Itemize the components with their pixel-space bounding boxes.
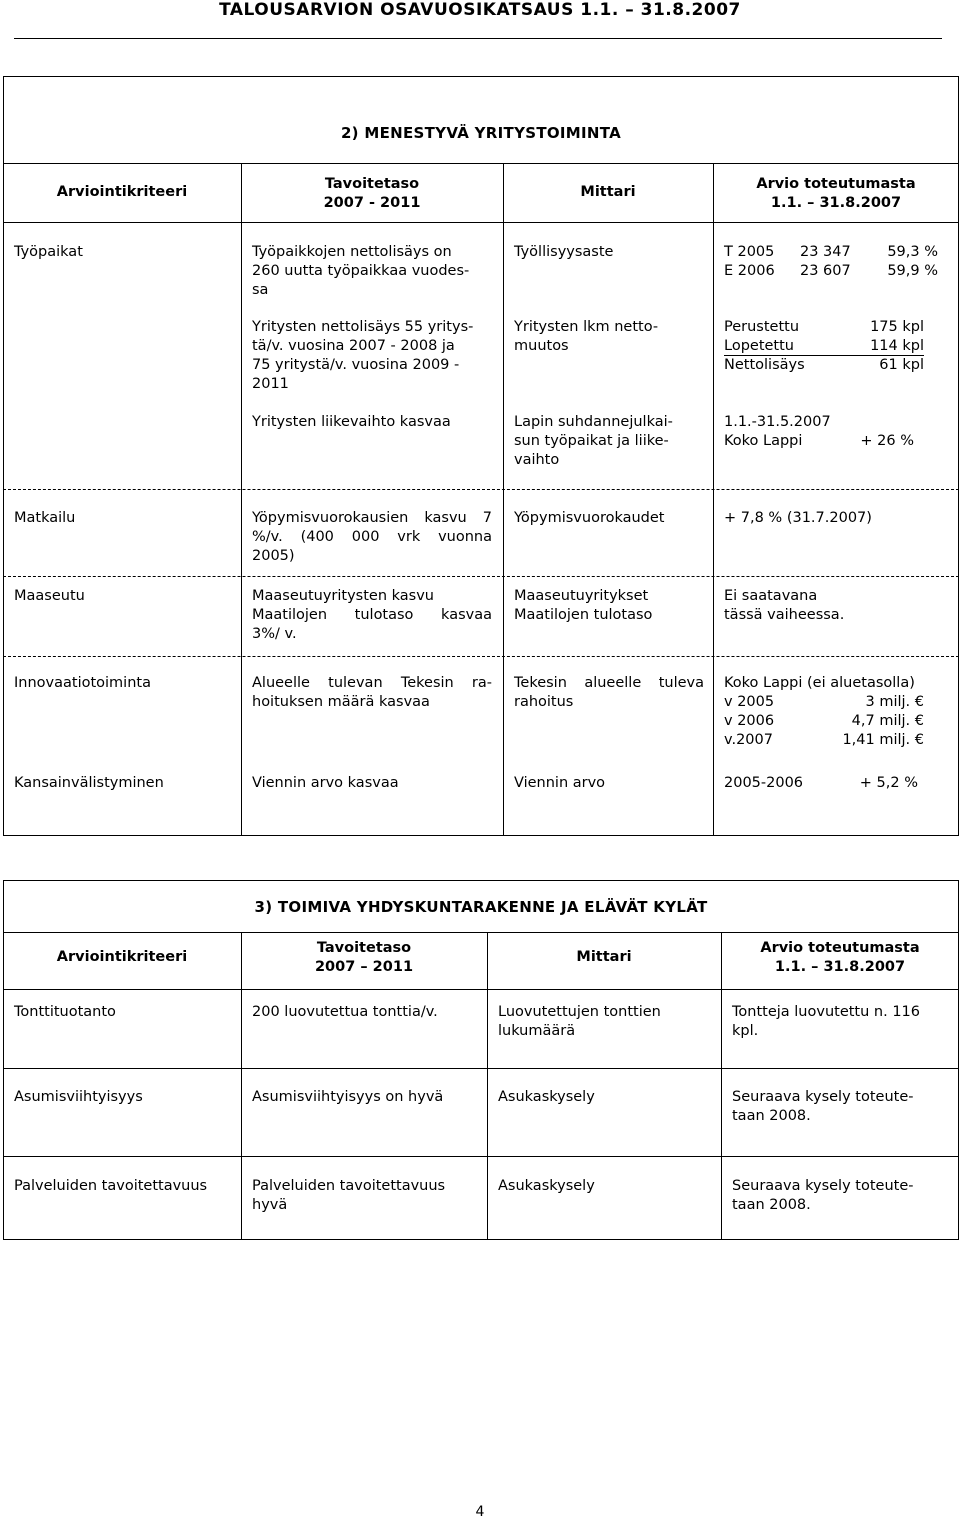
s2-metric-employment <box>514 243 613 262</box>
s2-result-innovaatio <box>724 674 954 750</box>
companies-value: 114 kpl <box>870 338 924 354</box>
turnover-label: Koko Lappi <box>724 433 803 449</box>
kansainvalisyys-period: 2005-2006 <box>724 775 804 791</box>
employment-pct: 59,9 % <box>887 263 938 279</box>
s2-dashed-rule-3 <box>3 656 959 657</box>
target-line: Yritysten liikevaihto kasvaa <box>252 414 451 430</box>
companies-row <box>724 356 924 375</box>
s2-result-companies <box>724 318 924 375</box>
turnover-row <box>724 432 914 451</box>
employment-row <box>724 243 946 262</box>
s2-metric-innovaatio <box>514 674 704 712</box>
s2-header-result <box>713 175 959 213</box>
target-line: hoituksen määrä kasvaa <box>252 694 430 710</box>
innovaatio-value: 3 milj. € <box>865 694 924 710</box>
result-line: Ei saatavana <box>724 588 818 604</box>
target-line: %/v. (400 000 vrk vuonna <box>252 529 492 545</box>
metric-line: lukumäärä <box>498 1023 576 1039</box>
metric-line: Maatilojen tulotaso <box>514 607 653 623</box>
section3-title: 3) TOIMIVA YHDYSKUNTARAKENNE JA ELÄVÄT KYLÄT <box>254 898 708 916</box>
companies-value: 175 kpl <box>870 319 924 335</box>
result-line: Seuraava kysely toteute- <box>732 1178 914 1194</box>
companies-label: Lopetettu <box>724 338 794 354</box>
s2-result-maaseutu <box>724 587 844 625</box>
result-line: Seuraava kysely toteute- <box>732 1089 914 1105</box>
innovaatio-year: v.2007 <box>724 732 773 748</box>
result-line: taan 2008. <box>732 1197 811 1213</box>
s2-header-result-line2: 1.1. – 31.8.2007 <box>770 195 902 211</box>
s3-metric-row1 <box>498 1003 661 1041</box>
metric-line: Maaseutuyritykset <box>514 588 649 604</box>
s3-target-row1: 200 luovutettua tonttia/v. <box>252 1004 438 1020</box>
innovaatio-value: 1,41 milj. € <box>842 732 924 748</box>
s3-criterion-row2: Asumisviihtyisyys <box>14 1089 143 1105</box>
section3-col-divider-1 <box>241 932 242 1240</box>
target-line: tä/v. vuosina 2007 - 2008 ja <box>252 338 455 354</box>
s3-result-row3 <box>732 1177 913 1215</box>
employment-count: 23 607 <box>800 263 851 279</box>
section2-col-divider-2 <box>503 163 504 836</box>
s2-criterion-matkailu: Matkailu <box>14 510 76 526</box>
employment-pct: 59,3 % <box>887 244 938 260</box>
s3-metric-row3: Asukaskysely <box>498 1178 595 1194</box>
section2-col-divider-1 <box>241 163 242 836</box>
companies-label: Nettolisäys <box>724 357 805 373</box>
metric-line: Lapin suhdannejulkai- <box>514 414 673 430</box>
target-line: 2011 <box>252 376 289 392</box>
metric-line: Työllisyysaste <box>514 244 614 260</box>
target-line: sa <box>252 282 269 298</box>
page-number: 4 <box>475 1504 485 1520</box>
result-line: Tontteja luovutettu n. 116 <box>732 1004 920 1020</box>
s2-target-innovaatio <box>252 674 492 712</box>
s2-metric-matkailu: Yöpymisvuorokaudet <box>514 510 665 526</box>
s2-criterion-innovaatio: Innovaatiotoiminta <box>14 675 151 691</box>
s3-header-target-line2: 2007 – 2011 <box>314 959 414 975</box>
innovaatio-value: 4,7 milj. € <box>851 713 924 729</box>
innovaatio-row <box>724 712 924 731</box>
s2-header-metric: Mittari <box>580 184 636 200</box>
s3-header-result-line1: Arvio toteutumasta <box>760 940 920 956</box>
s2-result-kansainvalisyys <box>724 774 924 793</box>
target-line: Yöpymisvuorokausien kasvu 7 <box>252 510 492 526</box>
innovaatio-row <box>724 731 924 750</box>
metric-line: Tekesin alueelle tuleva <box>514 675 704 691</box>
s3-row-rule-1 <box>3 1068 959 1069</box>
result-line: tässä vaiheessa. <box>724 607 845 623</box>
s3-criterion-row3: Palveluiden tavoitettavuus <box>14 1178 208 1194</box>
s2-criterion-kansainvalisyys: Kansainvälistyminen <box>14 775 164 791</box>
s3-header-rule <box>3 989 959 990</box>
turnover-period: 1.1.-31.5.2007 <box>724 414 831 430</box>
s2-metric-maaseutu <box>514 587 652 625</box>
target-line: hyvä <box>252 1197 288 1213</box>
s2-dashed-rule-2 <box>3 576 959 577</box>
s2-target-matkailu <box>252 509 492 566</box>
turnover-value: + 26 % <box>860 433 914 449</box>
employment-label: E 2006 <box>724 263 775 279</box>
companies-row <box>724 318 924 337</box>
s2-header-criterion: Arviointikriteeri <box>56 184 188 200</box>
target-line: 260 uutta työpaikkaa vuodes- <box>252 263 470 279</box>
s3-metric-row2: Asukaskysely <box>498 1089 595 1105</box>
s3-header-criterion: Arviointikriteeri <box>56 949 188 965</box>
s2-target-maaseutu <box>252 587 492 644</box>
innovaatio-year: v 2005 <box>724 694 775 710</box>
s3-header-result <box>721 939 959 977</box>
metric-line: rahoitus <box>514 694 574 710</box>
companies-label: Perustettu <box>724 319 800 335</box>
metric-line: muutos <box>514 338 569 354</box>
metric-line: vaihto <box>514 452 560 468</box>
s2-target-turnover <box>252 413 451 432</box>
kansainvalisyys-value: + 5,2 % <box>859 775 918 791</box>
target-line: Alueelle tulevan Tekesin ra- <box>252 675 492 691</box>
s2-header-target <box>241 175 503 213</box>
s2-metric-kansainvalisyys: Viennin arvo <box>514 775 606 791</box>
s3-target-row3 <box>252 1177 445 1215</box>
metric-line: Luovutettujen tonttien <box>498 1004 661 1020</box>
section2-title: 2) MENESTYVÄ YRITYSTOIMINTA <box>340 124 622 142</box>
section3-col-divider-2 <box>487 932 488 1240</box>
target-line: 3%/ v. <box>252 626 297 642</box>
s3-header-metric: Mittari <box>576 949 632 965</box>
s2-metric-companies <box>514 318 658 356</box>
s2-header-rule <box>3 222 959 223</box>
s2-header-target-line2: 2007 - 2011 <box>323 195 421 211</box>
target-line: Maaseutuyritysten kasvu <box>252 588 434 604</box>
s2-criterion-tyopaikat: Työpaikat <box>14 244 83 260</box>
s3-row-rule-2 <box>3 1156 959 1157</box>
employment-row <box>724 262 946 281</box>
result-line: taan 2008. <box>732 1108 811 1124</box>
s3-result-row2 <box>732 1088 913 1126</box>
companies-value: 61 kpl <box>879 357 924 373</box>
document-title: TALOUSARVION OSAVUOSIKATSAUS 1.1. – 31.8.2007 <box>219 0 741 20</box>
s2-header-result-line1: Arvio toteutumasta <box>756 176 916 192</box>
s3-criterion-row1: Tonttituotanto <box>14 1004 116 1020</box>
section2-title-rule <box>3 163 959 164</box>
section3-title-rule <box>3 932 959 933</box>
s2-result-employment <box>724 243 946 281</box>
target-line: Maatilojen tulotaso kasvaa <box>252 607 492 623</box>
s3-header-result-line2: 1.1. – 31.8.2007 <box>774 959 906 975</box>
s3-header-target-line1: Tavoitetaso <box>316 940 412 956</box>
innovaatio-year: v 2006 <box>724 713 775 729</box>
metric-line: sun työpaikat ja liike- <box>514 433 669 449</box>
s2-result-matkailu: + 7,8 % (31.7.2007) <box>724 510 872 526</box>
target-line: Palveluiden tavoitettavuus <box>252 1178 446 1194</box>
s2-dashed-rule-1 <box>3 489 959 490</box>
target-line: Työpaikkojen nettolisäys on <box>252 244 452 260</box>
s2-target-companies <box>252 318 473 394</box>
companies-row <box>724 337 924 356</box>
innovaatio-row <box>724 693 924 712</box>
employment-label: T 2005 <box>724 244 775 260</box>
result-line: kpl. <box>732 1023 759 1039</box>
s2-criterion-maaseutu: Maaseutu <box>14 588 85 604</box>
s3-target-row2: Asumisviihtyisyys on hyvä <box>252 1089 444 1105</box>
target-line: 75 yritystä/v. vuosina 2009 - <box>252 357 460 373</box>
s2-target-jobs <box>252 243 469 300</box>
s2-header-target-line1: Tavoitetaso <box>324 176 420 192</box>
section3-col-divider-3 <box>721 932 722 1240</box>
s2-target-kansainvalisyys: Viennin arvo kasvaa <box>252 775 399 791</box>
s2-metric-turnover <box>514 413 673 470</box>
employment-count: 23 347 <box>800 244 851 260</box>
target-line: 2005) <box>252 548 295 564</box>
target-line: Yritysten nettolisäys 55 yritys- <box>252 319 474 335</box>
header-rule <box>14 38 942 39</box>
metric-line: Yritysten lkm netto- <box>514 319 659 335</box>
section2-col-divider-3 <box>713 163 714 836</box>
s3-result-row1 <box>732 1003 920 1041</box>
innovaatio-result-title: Koko Lappi (ei aluetasolla) <box>724 675 915 691</box>
s3-header-target <box>241 939 487 977</box>
s2-result-turnover <box>724 413 924 451</box>
